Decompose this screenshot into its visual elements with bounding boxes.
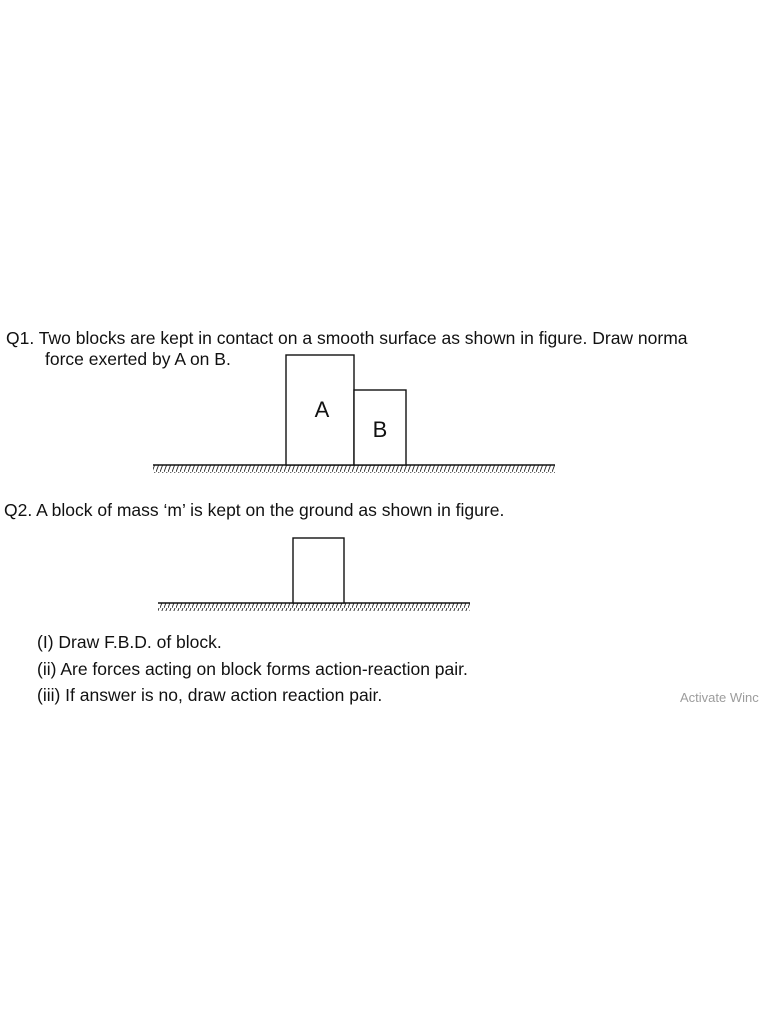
block-a-label: A — [314, 397, 330, 422]
q1-ground-hatching — [153, 465, 555, 473]
q1-figure — [153, 355, 555, 473]
q2-subquestion-ii: (ii) Are forces acting on block forms action-reaction pair. — [37, 659, 468, 679]
q1-question-line-1: Q1. Two blocks are kept in contact on a smooth surface as shown in figure. Draw norma — [6, 328, 688, 348]
block-m — [293, 538, 344, 603]
q2-figure — [158, 538, 470, 611]
block-b-label: B — [372, 417, 388, 442]
q2-ground-hatching — [158, 603, 470, 611]
q2-subquestion-iii: (iii) If answer is no, draw action reaction pair. — [37, 685, 383, 705]
q2-subquestion-i: (I) Draw F.B.D. of block. — [37, 632, 222, 652]
activate-windows-watermark: Activate Winc — [680, 690, 759, 705]
q2-question: Q2. A block of mass ‘m’ is kept on the ground as shown in figure. — [4, 500, 505, 520]
q1-question-line-2: force exerted by A on B. — [45, 349, 231, 369]
